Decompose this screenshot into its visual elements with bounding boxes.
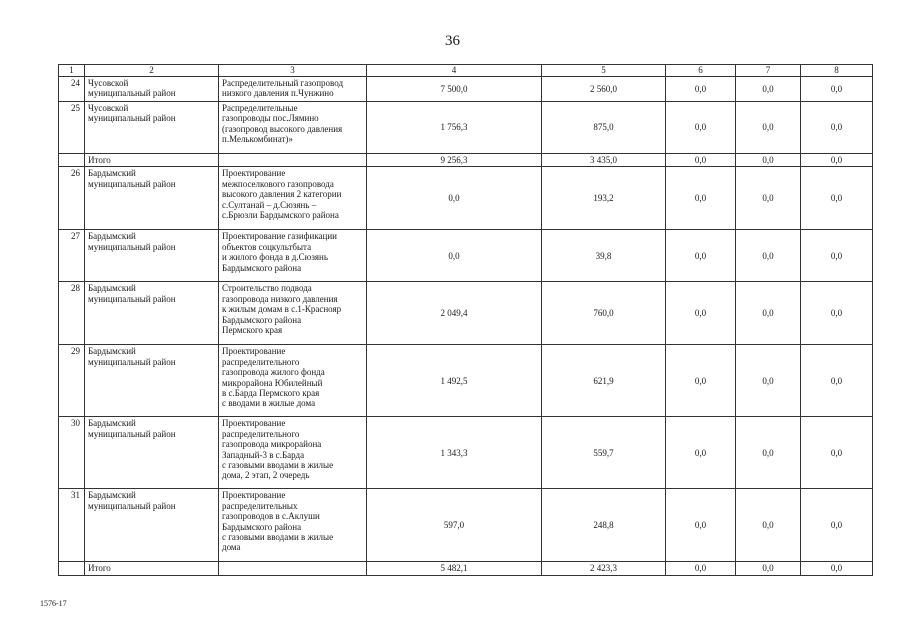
value-col7: 0,0: [736, 417, 801, 489]
value-col4: 1 756,3: [367, 102, 542, 154]
column-header: 5: [542, 65, 666, 77]
district-cell: Бардымский муниципальный район: [85, 230, 219, 282]
value-col8: 0,0: [801, 102, 873, 154]
value-col8: 0,0: [801, 230, 873, 282]
object-cell: [219, 154, 367, 167]
district-cell: Бардымский муниципальный район: [85, 417, 219, 489]
object-cell: Проектирование газификации объектов соцкультбыта и жилого фонда в д.Сюзянь Бардымского района: [219, 230, 367, 282]
object-cell: Распределительные газопроводы пос.Лямино (газопровод высокого давления п.Мелькомбинат)»: [219, 102, 367, 154]
row-number: 26: [59, 167, 85, 230]
value-col8: 0,0: [801, 417, 873, 489]
value-col6: 0,0: [666, 230, 736, 282]
value-col5: 39,8: [542, 230, 666, 282]
value-col8: 0,0: [801, 77, 873, 102]
value-col4: 597,0: [367, 489, 542, 562]
object-cell: Проектирование распределительных газопроводов в с.Аклуши Бардымского района с газовыми вводами в жилые дома: [219, 489, 367, 562]
district-cell: Бардымский муниципальный район: [85, 167, 219, 230]
value-col8: 0,0: [801, 282, 873, 345]
object-cell: Распределительный газопровод низкого давления п.Чунжино: [219, 77, 367, 102]
table-row: [59, 345, 873, 417]
value-col7: 0,0: [736, 562, 801, 575]
value-col6: 0,0: [666, 345, 736, 417]
value-col4: 7 500,0: [367, 77, 542, 102]
row-number: 27: [59, 230, 85, 282]
row-number: 31: [59, 489, 85, 562]
value-col8: 0,0: [801, 167, 873, 230]
value-col7: 0,0: [736, 154, 801, 167]
value-col6: 0,0: [666, 154, 736, 167]
value-col5: 248,8: [542, 489, 666, 562]
table-header-row: [59, 65, 873, 77]
column-header: 1: [59, 65, 85, 77]
value-col8: 0,0: [801, 489, 873, 562]
value-col4: 0,0: [367, 167, 542, 230]
table-row: [59, 230, 873, 282]
column-header: 6: [666, 65, 736, 77]
column-header: 7: [736, 65, 801, 77]
value-col5: 3 435,0: [542, 154, 666, 167]
value-col8: 0,0: [801, 154, 873, 167]
value-col4: 1 492,5: [367, 345, 542, 417]
value-col5: 2 560,0: [542, 77, 666, 102]
total-row: [59, 562, 873, 575]
value-col5: 559,7: [542, 417, 666, 489]
object-cell: [219, 562, 367, 575]
value-col4: 0,0: [367, 230, 542, 282]
row-number: 28: [59, 282, 85, 345]
table-row: [59, 167, 873, 230]
table-row: [59, 77, 873, 102]
district-cell: Итого: [85, 154, 219, 167]
value-col5: 621,9: [542, 345, 666, 417]
value-col6: 0,0: [666, 102, 736, 154]
district-cell: Бардымский муниципальный район: [85, 489, 219, 562]
object-cell: Строительство подвода газопровода низкого давления к жилым домам в с.1-Краснояр Бардымского района Пермского края: [219, 282, 367, 345]
data-table: [58, 64, 873, 576]
row-number: [59, 154, 85, 167]
document-code: 1576-17: [40, 599, 67, 608]
value-col5: 193,2: [542, 167, 666, 230]
district-cell: Итого: [85, 562, 219, 575]
value-col7: 0,0: [736, 102, 801, 154]
table-row: [59, 417, 873, 489]
row-number: 30: [59, 417, 85, 489]
value-col6: 0,0: [666, 282, 736, 345]
value-col7: 0,0: [736, 230, 801, 282]
value-col8: 0,0: [801, 562, 873, 575]
table-row: [59, 282, 873, 345]
value-col8: 0,0: [801, 345, 873, 417]
row-number: 24: [59, 77, 85, 102]
district-cell: Чусовской муниципальный район: [85, 102, 219, 154]
value-col4: 5 482,1: [367, 562, 542, 575]
row-number: 29: [59, 345, 85, 417]
object-cell: Проектирование межпоселкового газопровода высокого давления 2 категории с.Султанай – д.Сюзянь – с.Брюзли Бардымского района: [219, 167, 367, 230]
value-col5: 760,0: [542, 282, 666, 345]
table-row: [59, 489, 873, 562]
column-header: 4: [367, 65, 542, 77]
value-col6: 0,0: [666, 489, 736, 562]
table-row: [59, 102, 873, 154]
value-col4: 2 049,4: [367, 282, 542, 345]
value-col5: 2 423,3: [542, 562, 666, 575]
value-col7: 0,0: [736, 167, 801, 230]
total-row: [59, 154, 873, 167]
value-col4: 9 256,3: [367, 154, 542, 167]
value-col7: 0,0: [736, 282, 801, 345]
value-col7: 0,0: [736, 345, 801, 417]
value-col7: 0,0: [736, 489, 801, 562]
value-col4: 1 343,3: [367, 417, 542, 489]
value-col6: 0,0: [666, 562, 736, 575]
object-cell: Проектирование распределительного газопровода микрорайона Западный-3 в с.Барда с газовыми вводами в жилые дома, 2 этап, 2 очередь: [219, 417, 367, 489]
object-cell: Проектирование распределительного газопровода жилого фонда микрорайона Юбилейный в с.Барда Пермского края с вводами в жилые дома: [219, 345, 367, 417]
value-col6: 0,0: [666, 167, 736, 230]
district-cell: Чусовской муниципальный район: [85, 77, 219, 102]
page-number: 36: [445, 33, 460, 49]
column-header: 2: [85, 65, 219, 77]
column-header: 3: [219, 65, 367, 77]
row-number: 25: [59, 102, 85, 154]
value-col7: 0,0: [736, 77, 801, 102]
value-col6: 0,0: [666, 77, 736, 102]
value-col6: 0,0: [666, 417, 736, 489]
value-col5: 875,0: [542, 102, 666, 154]
row-number: [59, 562, 85, 575]
district-cell: Бардымский муниципальный район: [85, 282, 219, 345]
column-header: 8: [801, 65, 873, 77]
district-cell: Бардымский муниципальный район: [85, 345, 219, 417]
